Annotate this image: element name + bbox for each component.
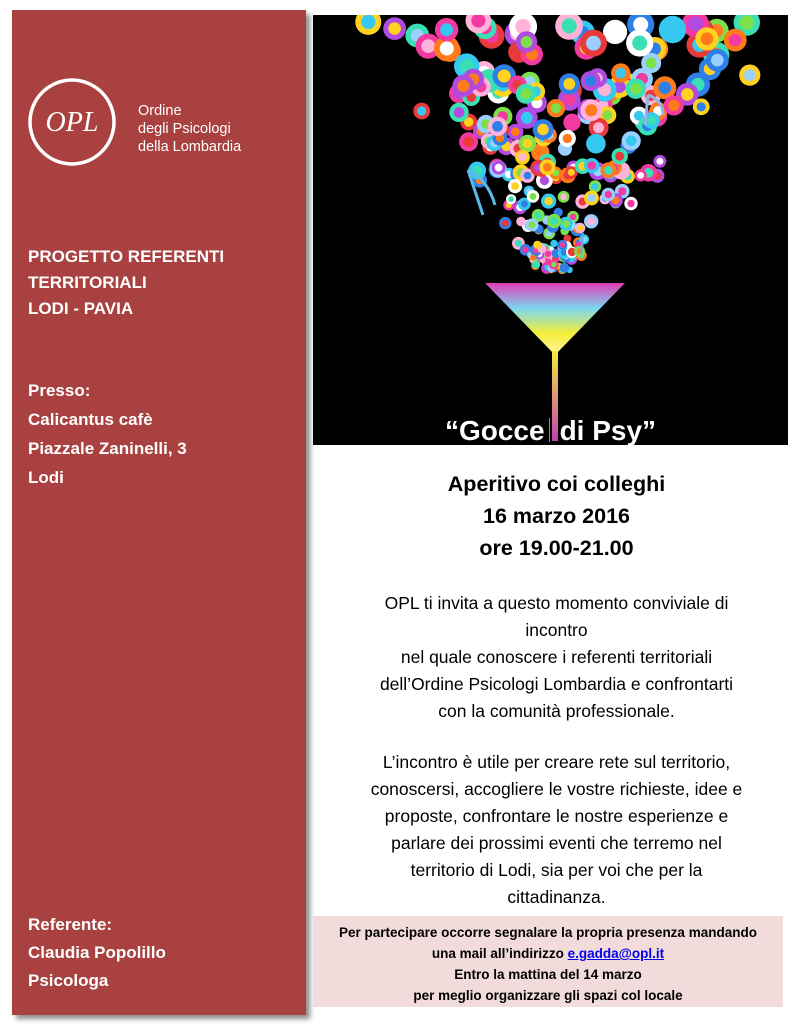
paragraph-2-line-3: proposte, confrontare le nostre esperienze e <box>384 806 729 826</box>
paragraph-2-line-4: parlare dei prossimi eventi che terremo nel <box>391 833 722 853</box>
email-link[interactable]: e.gadda@opl.it <box>567 946 665 961</box>
cocktail-bubbles-illustration <box>313 15 788 445</box>
paragraph-1-line-5: con la comunità professionale. <box>438 701 675 721</box>
registration-note <box>313 916 783 1007</box>
paragraph-2-line-2: conoscersi, accogliere le vostre richieste, idee e <box>370 779 743 799</box>
event-name <box>313 415 788 445</box>
org-name-line-1: Ordine <box>138 103 182 119</box>
logo-text: OPL <box>45 107 99 138</box>
paragraph-1-line-1: OPL ti invita a questo momento conviviale di <box>384 593 729 613</box>
registration-line-2-prefix: una mail all’indirizzo <box>431 946 568 961</box>
contact-line-3: Psicologa <box>28 971 109 990</box>
event-name-part-2: di Psy” <box>559 415 657 445</box>
project-line-2: TERRITORIALI <box>28 273 147 292</box>
paragraph-1-line-4: dell’Ordine Psicologi Lombardia e confrontarti <box>379 674 734 694</box>
opl-logo <box>26 76 118 168</box>
contact-line-1: Referente: <box>28 915 113 934</box>
project-line-3: LODI - PAVIA <box>28 299 134 318</box>
bubbles-group <box>355 15 760 274</box>
organization-name <box>138 102 241 156</box>
paragraph-2-line-5: territorio di Lodi, sia per voi che per la <box>410 860 703 880</box>
paragraph-1-line-3: nel quale conoscere i referenti territoriali <box>400 647 713 667</box>
contact-info <box>28 911 166 995</box>
headline-line-1: Aperitivo coi colleghi <box>447 472 666 496</box>
venue-line-1: Presso: <box>28 381 91 400</box>
sidebar-panel <box>12 10 306 1015</box>
venue-info <box>28 376 187 492</box>
venue-line-3: Piazzale Zaninelli, 3 <box>28 439 187 458</box>
cocktail-glass-bowl <box>485 283 625 355</box>
registration-line-4: per meglio organizzare gli spazi col locale <box>413 988 683 1003</box>
headline-line-2: 16 marzo 2016 <box>482 504 630 528</box>
paragraph-2-line-6: cittadinanza. <box>507 887 606 907</box>
project-line-1: PROGETTO REFERENTI <box>28 247 225 266</box>
venue-line-2: Calicantus cafè <box>28 410 153 429</box>
paragraph-1-line-2: incontro <box>525 620 588 640</box>
org-name-line-3: della Lombardia <box>138 139 242 155</box>
project-title <box>28 244 224 322</box>
paragraph-2-line-1: L’incontro è utile per creare rete sul territorio, <box>382 752 731 772</box>
event-headline <box>313 468 800 564</box>
org-name-line-2: degli Psicologi <box>138 121 231 137</box>
event-name-part-1: “Gocce <box>444 415 545 445</box>
contact-line-2: Claudia Popolillo <box>28 943 166 962</box>
registration-line-2 <box>313 943 783 964</box>
registration-line-1: Per partecipare occorre segnalare la propria presenza mandando <box>339 925 757 940</box>
registration-line-3: Entro la mattina del 14 marzo <box>454 967 642 982</box>
headline-line-3: ore 19.00-21.00 <box>479 536 634 560</box>
description-paragraph-1 <box>313 590 800 725</box>
description-paragraph-2 <box>313 749 800 911</box>
hero-image <box>313 15 788 445</box>
venue-line-4: Lodi <box>28 468 64 487</box>
